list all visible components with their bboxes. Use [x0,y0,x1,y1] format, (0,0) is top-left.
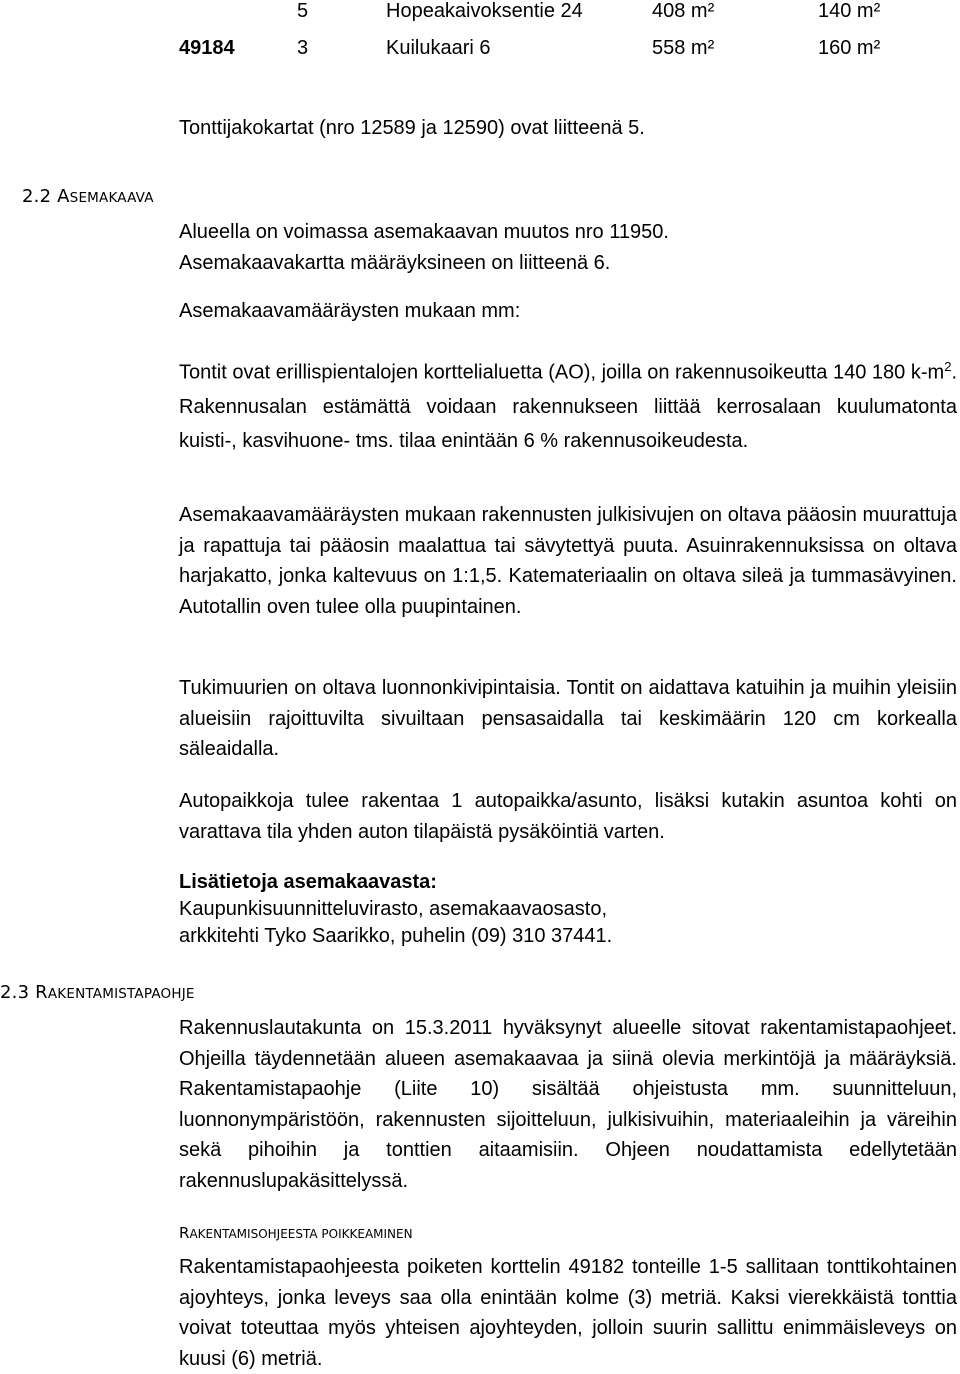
paragraph-building-guidelines: Rakennuslautakunta on 15.3.2011 hyväksynyt alueelle sitovat rakentamistapaohjeet. Ohjeilla täydennetään alueen asemakaavaa ja siinä olevia merkintöjä ja määräyksiä. Rakentamistapaohje (Liite 10) sisältää ohjeistusta mm. suunnitteluun, luonnonympäristöön, rakennusten sijoitteluun, julkisivuihin, materiaaleihin ja väreihin sekä pihoihin ja tonttien aitaamisiin. Ohjeen noudattamista edellytetään rakennuslupakäsittelyssä. [179,1017,957,1192]
address-cell: Hopeakaivoksentie 24 [386,0,583,22]
tonttijako-note: Tonttijakokartat (nro 12589 ja 12590) ovat liitteenä 5. [179,117,645,139]
subheading-initial: R [179,1224,190,1242]
section-title-initial: A [57,186,70,207]
address-cell: Kuilukaari 6 [386,37,491,59]
section-title-initial: R [35,982,48,1003]
section-number: 2.2 [22,186,52,207]
plot-cell: 5 [297,0,309,22]
floor-area-cell: 140 m² [818,0,881,22]
area-cell: 558 m² [652,37,715,59]
subheading-exceptions [179,1224,413,1242]
info-line: arkkitehti Tyko Saarikko, puhelin (09) 310 37441. [179,925,613,947]
section-heading-2-2 [22,186,154,207]
area-cell: 408 m² [652,0,715,22]
paragraph-facades: Asemakaavamääräysten mukaan rakennusten julkisivujen on oltava pääosin muurattuja ja rapattuja tai pääosin maalattua tai sävytettyä puuta. Asuinrakennuksissa on oltava harjakatto, jonka kaltevuus on 1:1,5. Katemateriaalin on oltava sileä ja tummasävyinen. Autotallin oven tulee olla puupintainen. [179,504,957,618]
paragraph-parking: Autopaikkoja tulee rakentaa 1 autopaikka/asunto, lisäksi kutakin asuntoa kohti on varattava tila yhden auton tilapäistä pysäköintiä varten. [179,790,957,843]
subheading-rest: AKENTAMISOHJEESTA POIKKEAMINEN [189,1227,413,1241]
info-line: Kaupunkisuunnitteluvirasto, asemakaavaosasto, [179,898,608,920]
info-title: Lisätietoja asemakaavasta: [179,871,437,893]
section-number: 2.3 [0,982,30,1003]
paragraph-exceptions: Rakentamistapaohjeesta poiketen korttelin 49182 tonteille 1-5 sallitaan tonttikohtainen ajoyhteys, jonka leveys saa olla enintään kolme (3) metriä. Kaksi vierekkäistä tonttia voivat toteuttaa myös yhteisen ajoyhteyden, jolloin suurin sallittu enimmäisleveys on kuusi (6) metriä. [179,1256,957,1370]
section-title-rest: AKENTAMISTAPAOHJE [47,986,195,1002]
kaava-line: Asemakaavamääräysten mukaan mm: [179,300,521,322]
kaava-line: Asemakaavakartta määräyksineen on liitteenä 6. [179,252,611,274]
section-heading-2-3 [0,982,195,1003]
paragraph-building-rights: Tontit ovat erillispientalojen korttelialuetta (AO), joilla on rakennusoikeutta 140 180 $k-m^2$. Rakennusalan estämättä voidaan rakennukseen liittää kerrosalaan kuulumatonta kuisti-, kasvihuone- tms. tilaa enintään 6 % rakennusoikeudesta. [179,359,957,452]
paragraph-walls-fences: Tukimuurien on oltava luonnonkivipintaisia. Tontit on aidattava katuihin ja muihin yleisiin alueisiin rajoittuvilta sivuiltaan pensasaidalla tai keskimäärin 120 cm korkealla säleaidalla. [179,677,957,760]
block-cell: 49184 [179,37,235,59]
floor-area-cell: 160 m² [818,37,881,59]
section-title-rest: SEMAKAAVA [69,190,154,206]
plot-cell: 3 [297,37,309,59]
kaava-line: Alueella on voimassa asemakaavan muutos nro 11950. [179,221,669,243]
